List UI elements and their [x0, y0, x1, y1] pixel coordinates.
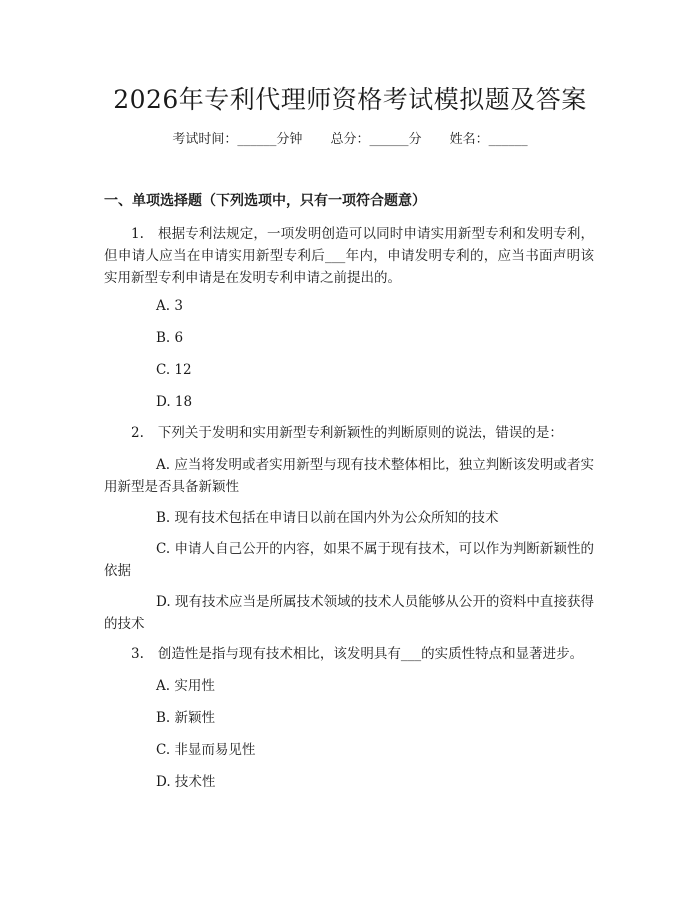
- option-1b: B. 6: [156, 330, 184, 346]
- name-field: 姓名：______: [449, 132, 528, 147]
- question-2: [104, 422, 594, 444]
- exam-time-field: 考试时间：______分钟: [172, 132, 303, 147]
- option-3b: B. 新颖性: [156, 710, 216, 726]
- option-1d: D. 18: [156, 394, 193, 410]
- option-2b: B. 现有技术包括在申请日以前在国内外为公众所知的技术: [156, 510, 499, 526]
- question-1: [104, 223, 594, 289]
- page-title: 2026年专利代理师资格考试模拟题及答案: [113, 85, 587, 114]
- exam-info-line: [0, 130, 700, 150]
- option-2a: A. 应当将发明或者实用新型与现有技术整体相比，独立判断该发明或者实用新型是否具备新颖性: [104, 457, 594, 495]
- option-1c: C. 12: [156, 362, 192, 378]
- question-text: 下列关于发明和实用新型专利新颖性的判断原则的说法，错误的是：: [157, 425, 563, 441]
- option-3d: D. 技术性: [156, 774, 216, 790]
- option-2c: C. 申请人自己公开的内容，如果不属于现有技术，可以作为判断新颖性的依据: [104, 541, 594, 579]
- question-number: 1.: [131, 226, 144, 242]
- option-2d: D. 现有技术应当是所属技术领域的技术人员能够从公开的资料中直接获得的技术: [104, 594, 594, 632]
- question-3: [104, 643, 594, 665]
- question-text: 根据专利法规定，一项发明创造可以同时申请实用新型专利和发明专利，但申请人应当在申请实用新型专利后___年内，申请发明专利的，应当书面声明该实用新型专利申请是在发明专利申请之前提出的。: [104, 226, 594, 286]
- question-number: 2.: [131, 425, 144, 441]
- question-number: 3.: [131, 646, 144, 662]
- total-score-field: 总分：______分: [330, 132, 422, 147]
- option-3c: C. 非显而易见性: [156, 742, 256, 758]
- section-heading: 一、单项选择题（下列选项中，只有一项符合题意）: [104, 193, 426, 209]
- option-3a: A. 实用性: [156, 678, 215, 694]
- question-text: 创造性是指与现有技术相比，该发明具有___的实质性特点和显著进步。: [157, 646, 584, 662]
- option-1a: A. 3: [156, 298, 183, 314]
